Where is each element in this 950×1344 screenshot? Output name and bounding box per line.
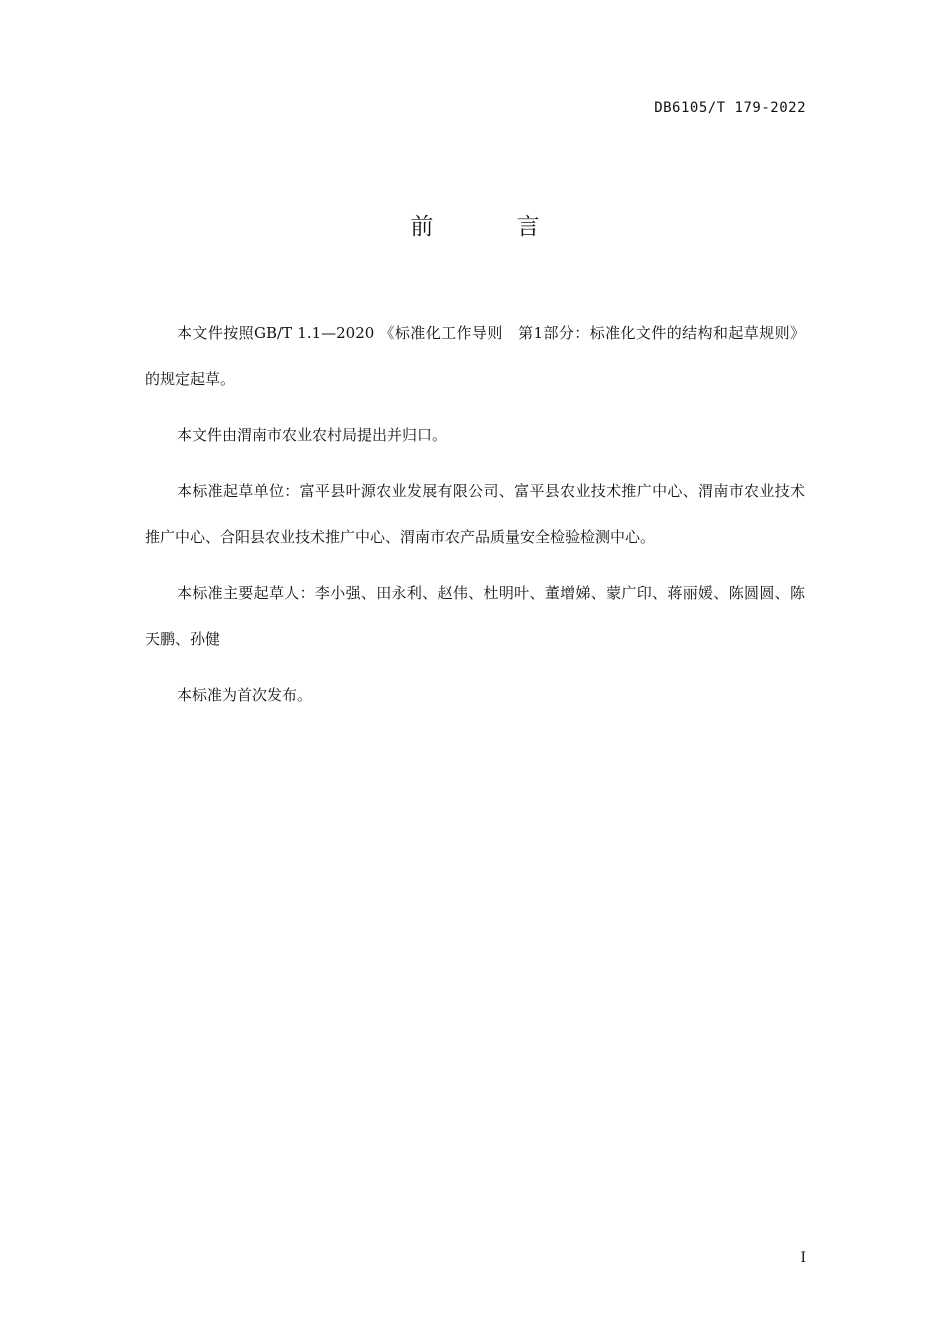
- foreword-body: [145, 310, 805, 728]
- page-number: I: [800, 1250, 806, 1266]
- paragraph-proposer: 本文件由渭南市农业农村局提出并归口。: [177, 426, 448, 444]
- document-code: DB6105/T 179-2022: [654, 100, 806, 116]
- paragraph-drafting-units: 本标准起草单位：富平县叶源农业发展有限公司、富平县农业技术推广中心、渭南市农业技术推广中心、合阳县农业技术推广中心、渭南市农产品质量安全检验检测中心。: [145, 482, 805, 546]
- paragraph-drafters: 本标准主要起草人：李小强、田永利、赵伟、杜明叶、董增娣、蒙广印、蒋丽媛、陈圆圆、陈天鹏、孙健: [145, 584, 805, 648]
- page-title: 前 言: [410, 214, 578, 240]
- paragraph-first-release: 本标准为首次发布。: [177, 686, 313, 704]
- paragraph-drafting-rules: 本文件按照GB/T 1.1—2020 《标准化工作导则 第1部分：标准化文件的结构和起草规则》的规定起草。: [145, 324, 805, 388]
